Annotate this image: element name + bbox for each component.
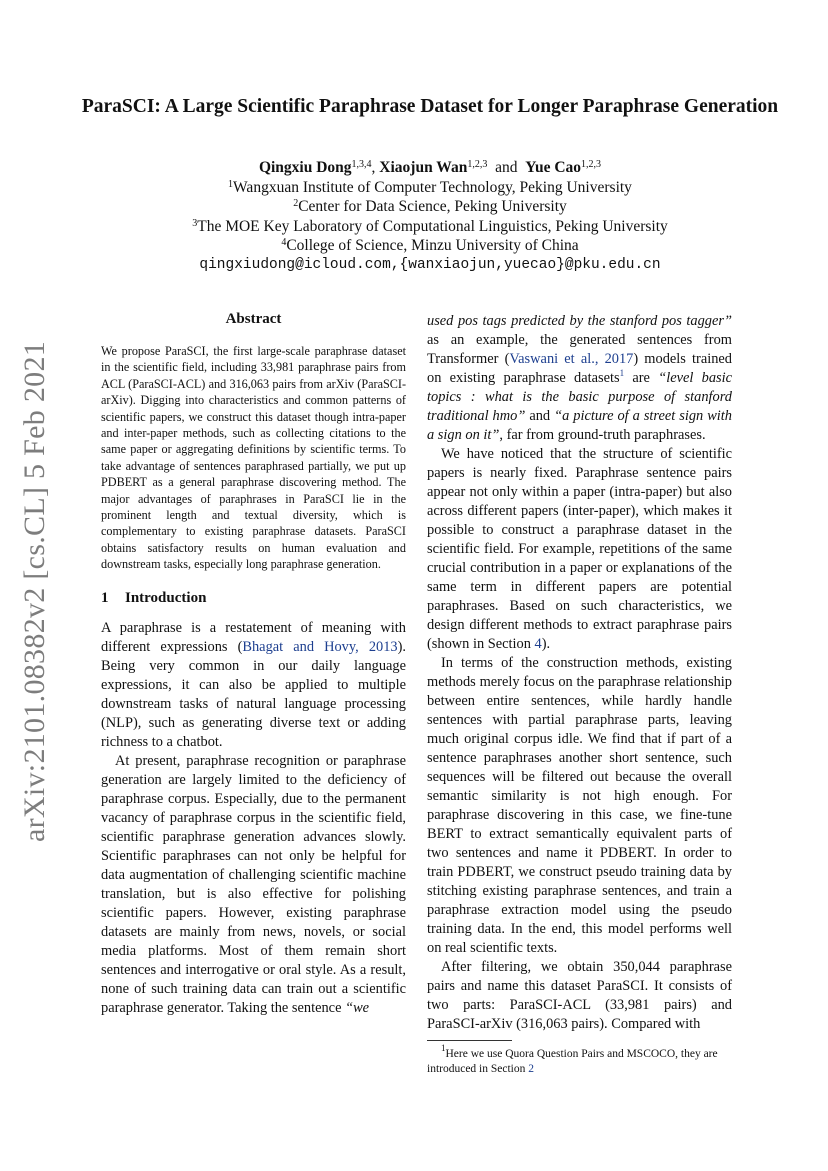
arxiv-stamp-text: arXiv:2101.08382v2 [cs.CL] 5 Feb 2021: [18, 340, 51, 842]
author-2-affil: 1,2,3: [467, 159, 488, 170]
intro-paragraph-2: At present, paraphrase recognition or paraphrase generation are largely limited to the deficiency of paraphrase corpus. Especially, due to the permanent vacancy of paraphrase corpus in the scientific field, scientific paraphrase generation advances slowly. Scientific paraphrases can not only be helpful for data augmentation of challenging scientific machine translation, but is also effective for polishing scientific papers. However, existing paraphrase datasets are mainly from news, novels, or social media platforms. Most of them remain short sentences and interrogative or oral style. As a result, none of such training data can train out a scientific paraphrase generator. Taking the sentence “we: [101, 752, 406, 1016]
author-and: and: [495, 159, 518, 176]
right-column: [427, 312, 732, 1077]
author-3-affil: 1,2,3: [581, 159, 602, 170]
section-number: 1: [101, 589, 109, 606]
intro-paragraph-1: A paraphrase is a restatement of meaning with different expressions (Bhagat and Hovy, 2013). Being very common in our daily language expressions, it can also be applied to multiple downstream tasks of natural language processing (NLP), such as generating diverse text or adding richness to a chatbot.: [101, 619, 406, 750]
section-heading-introduction: [101, 589, 406, 608]
affiliation-3: $^3$The MOE Key Laboratory of Computational Linguistics, Peking University: [192, 217, 668, 235]
citation-vaswani[interactable]: Vaswani et al., 2017: [509, 351, 634, 367]
footnote-1: $^1$Here we use Quora Question Pairs and MSCOCO, they are introduced in Section 2: [427, 1043, 718, 1075]
affiliation-2: $^2$Center for Data Science, Peking University: [293, 198, 567, 215]
abstract-text: We propose ParaSCI, the first large-scale paraphrase dataset in the scientific field, including 33,981 paraphrase pairs from ACL (ParaSCI-ACL) and 316,063 pairs from arXiv (ParaSCI-arXiv). Digging into characteristics and common patterns of scientific papers, we construct this dataset though intra-paper and inter-paper methods, such as collecting citations to the same paper or aggregating definitions by scientific terms. To take advantage of sentences paraphrased partially, we put up PDBERT as a general paraphrase discovering method. The major advantages of paraphrases in ParaSCI lie in the prominent length and textual diversity, which is complementary to existing paraphrase datasets. ParaSCI obtains satisfactory results on human evaluation and downstream tasks, especially long paraphrase generation.: [101, 344, 406, 572]
affiliation-1: $^1$Wangxuan Institute of Computer Technology, Peking University: [228, 178, 632, 196]
intro-paragraph-5: After filtering, we obtain 350,044 paraphrase pairs and name this dataset ParaSCI. It consists of two parts: ParaSCI-ACL (33,981 pairs) and ParaSCI-arXiv (316,063 pairs). Compared with: [427, 959, 732, 1032]
author-emails: qingxiudong@icloud.com,{wanxiaojun,yuecao}@pku.edu.cn: [199, 256, 661, 273]
abstract-heading: Abstract: [225, 311, 282, 327]
footnote-divider: [427, 1040, 512, 1041]
affiliation-4: $^4$College of Science, Minzu University of China: [281, 237, 579, 254]
left-column: [101, 310, 406, 1018]
author-1: Qingxiu Dong: [258, 159, 352, 176]
section-ref-4[interactable]: 4: [534, 636, 542, 652]
author-1-affil: 1,3,4: [351, 159, 372, 170]
intro-paragraph-4: In terms of the construction methods, existing methods merely focus on the paraphrase relationship between entire sentences, while hardly handle sentences with partial paraphrase parts, leaving much original corpus idle. We find that if part of a sentence paraphrases another short sentence, such sequences will be filtered out because the overall semantic similarity is not high enough. For paraphrase discovering in this case, we fine-tune BERT to extract semantically equivalent parts of two sentences and name it PDBERT. In order to train PDBERT, we construct pseudo training data by stitching existing paraphrase sentences, and train a paraphrase extraction model using the pseudo training data. In the end, this model performs well on real scientific texts.: [427, 655, 732, 956]
footnote-marker[interactable]: 1: [619, 368, 625, 378]
author-names: Qingxiu Dong$^{1,3,4}$, Xiaojun Wan$^{1,2,3}$ and Yue Cao$^{1,2,3}$: [258, 159, 602, 176]
section-ref-2[interactable]: 2: [528, 1063, 534, 1075]
arxiv-stamp: [10, 340, 58, 845]
intro-paragraph-2-cont: used pos tags predicted by the stanford pos tagger” as an example, the generated sentences from Transformer (Vaswani et al., 2017) models trained on existing paraphrase datasets$^1$ are “level basic topics : what is the basic purpose of stanford traditional hmo” and “a picture of a street sign with a sign on it”, far from ground-truth paraphrases.: [427, 313, 733, 443]
author-block: [80, 158, 780, 275]
intro-paragraph-3: We have noticed that the structure of scientific papers is nearly fixed. Paraphrase sentence pairs appear not only within a paper (intra-paper) but also across different papers (inter-paper), which makes it possible to construct a paraphrase dataset in the scientific field. For example, repetitions of the same crucial contribution in a paper or explanations of the same term in different papers are potential paraphrases. Based on such characteristics, we design different methods to extract paraphrase pairs (shown in Section 4).: [427, 446, 732, 652]
citation-bhagat-hovy[interactable]: Bhagat and Hovy, 2013: [242, 638, 398, 655]
author-3: Yue Cao: [525, 159, 582, 176]
section-title: Introduction: [125, 589, 207, 606]
author-2: Xiaojun Wan: [379, 159, 468, 176]
paper-title: ParaSCI: A Large Scientific Paraphrase Dataset for Longer Paraphrase Generation: [81, 96, 779, 117]
